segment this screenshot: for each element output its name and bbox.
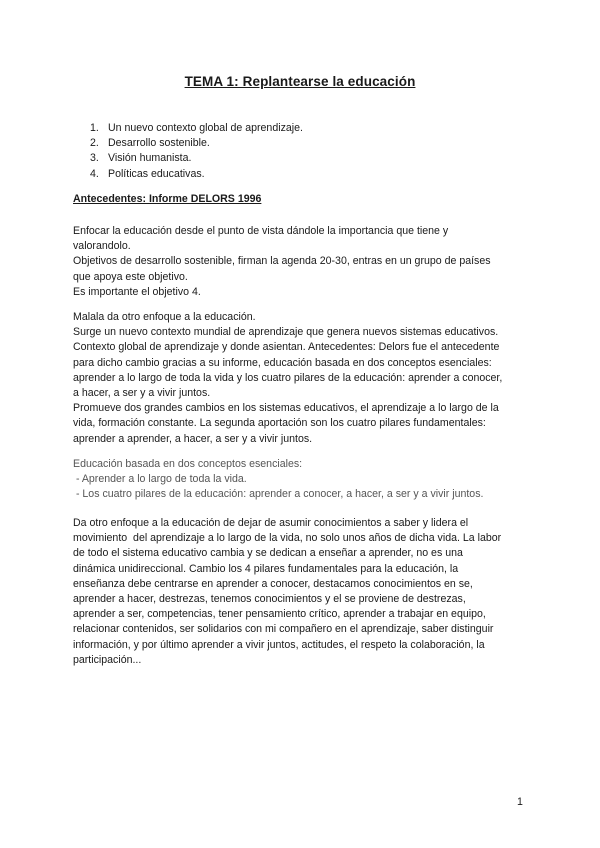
list-item: 1. Un nuevo contexto global de aprendizaje. (90, 122, 303, 134)
page-number: 1 (517, 796, 523, 808)
paragraph-context: Malala da otro enfoque a la educación. Surge un nuevo contexto mundial de aprendizaje que genera nuevos sistemas educativos. Contexto global de aprendizaje y donde asientan. Antecedentes: Delors fue el antecedente para dicho cambio gracias a su informe, educación basada en dos conceptos esenciales: aprender a lo largo de toda la vida y los cuatro pilares de la educación: aprender a conocer, a hacer, a ser y a vivir juntos. Promueve dos grandes cambios en los sistemas educativos, el aprendizaje a lo largo de la vida, formación constante. La segunda aportación son los cuatro pilares fundamentales: aprender a aprender, a hacer, a ser y a vivir juntos. (73, 311, 503, 445)
section-heading: Antecedentes: Informe DELORS 1996 (73, 193, 262, 205)
page-title: TEMA 1: Replantearse la educación (184, 74, 416, 89)
list-item: 4. Políticas educativas. (90, 167, 205, 180)
list-item: 2. Desarrollo sostenible. (90, 137, 210, 150)
paragraph-concepts: Educación basada en dos conceptos esenciales: - Aprender a lo largo de toda la vida. - Los cuatro pilares de la educación: aprender a conocer, a hacer, a ser y a vivir juntos. (73, 458, 484, 501)
list-item: 3. Visión humanista. (90, 152, 192, 165)
paragraph-pillars: Da otro enfoque a la educación de dejar de asumir conocimientos a saber y lidera el movimiento del aprendizaje a lo largo de la vida, no solo unos años de dicha vida. La labor de todo el sistema educativo cambia y se dedican a enseñar a aprender, no es una dinámica unidireccional. Cambio los 4 pilares fundamentales para la educación, la enseñanza debe centrarse en aprender a conocer, destacamos conocimientos en se, aprender a hacer, destrezas, tenemos conocimientos y el se proviene de destrezas, aprender a ser, competencias, tener pensamiento crítico, aprender a trabajar en equipo, relacionar contenidos, ser solidarios con mi compañero en el aprendizaje, saber distinguir información, y por último aprender a vivir juntos, actitudes, el respeto la colaboración, la participación... (73, 517, 502, 666)
paragraph-intro: Enfocar la educación desde el punto de vista dándole la importancia que tiene y valorandolo. Objetivos de desarrollo sostenible, firman la agenda 20-30, entras en un grupo de países que apoya este objetivo. Es importante el objetivo 4. (73, 225, 491, 298)
topic-list (90, 121, 303, 182)
